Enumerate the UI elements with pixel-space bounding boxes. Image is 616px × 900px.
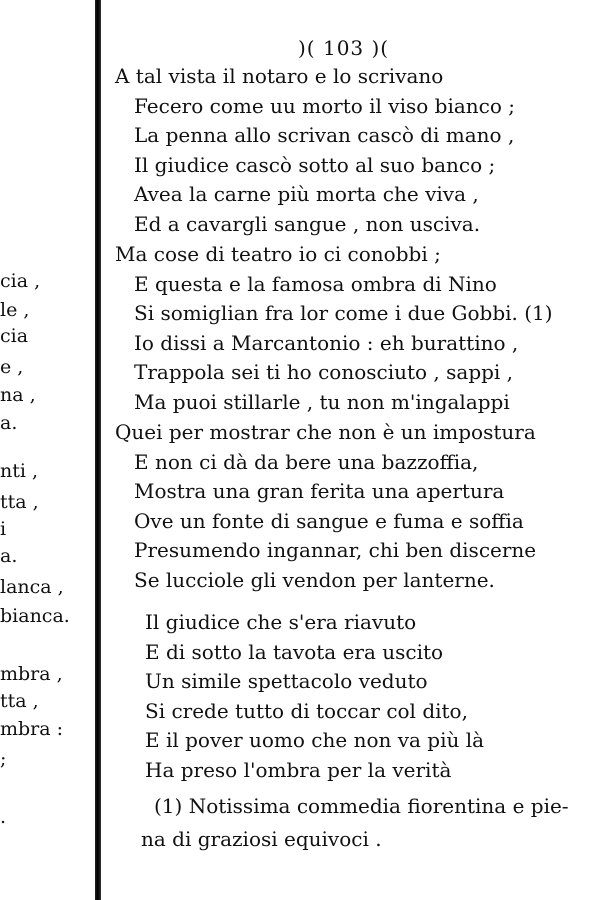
poem-line: Presumendo ingannar, chi ben discerne xyxy=(134,538,537,562)
left-page-text: ; xyxy=(0,748,7,770)
poem-line: Ed a cavargli sangue , non usciva. xyxy=(134,211,481,236)
right-page xyxy=(101,0,616,900)
left-page-text: mbra : xyxy=(0,718,64,740)
left-page-text: lanca , xyxy=(0,576,64,598)
left-page-text: le , xyxy=(0,299,30,321)
poem-line: Io dissi a Marcantonio : eh burattino , xyxy=(134,330,519,355)
left-page-text: a. xyxy=(0,412,18,434)
poem-line: Il giudice che s'era riavuto xyxy=(145,610,417,634)
left-page-fragment xyxy=(0,0,96,900)
left-page-text: bianca. xyxy=(0,605,70,627)
left-page-text: nti , xyxy=(0,460,39,482)
poem-line: Avea la carne più morta che viva , xyxy=(134,182,479,206)
poem-line: E il pover uomo che non va più là xyxy=(145,728,485,752)
poem-line: Quei per mostrar che non è un impostura xyxy=(115,420,536,444)
left-page-text: cia xyxy=(0,325,29,347)
poem-line: Ma puoi stillarle , tu non m'ingalappi xyxy=(134,389,510,414)
left-page-text: na , xyxy=(0,384,36,406)
footnote-line: (1) Notissima commedia fiorentina e pie- xyxy=(154,794,569,818)
poem-line: E di sotto la tavota era uscito xyxy=(145,639,444,664)
page-number: )( 103 )( xyxy=(298,36,390,60)
poem-line: Fecero come uu morto il viso bianco ; xyxy=(134,93,515,118)
footnote-line: na di graziosi equivoci . xyxy=(141,827,382,851)
poem-line: E non ci dà da bere una bazzoffia, xyxy=(134,449,479,474)
left-page-text: i xyxy=(0,518,7,540)
poem-line: La penna allo scrivan cascò di mano , xyxy=(134,123,515,147)
poem-line: Trappola sei ti ho conosciuto , sappi , xyxy=(134,360,514,384)
poem-line: Ove un fonte di sangue e fuma e soffia xyxy=(134,508,524,533)
poem-line: Si somiglian fra lor come i due Gobbi. (1) xyxy=(134,301,553,325)
left-page-text: cia , xyxy=(0,270,41,292)
left-page-text: . xyxy=(0,806,7,828)
poem-line: Se lucciole gli vendon per lanterne. xyxy=(134,567,495,592)
poem-line: Un simile spettacolo veduto xyxy=(145,669,428,693)
left-page-text: mbra , xyxy=(0,663,63,685)
poem-line: Ha preso l'ombra per la verità xyxy=(145,757,452,782)
poem-line: Il giudice cascò sotto al suo banco ; xyxy=(134,152,496,177)
left-page-text: e , xyxy=(0,356,24,378)
left-page-text: tta , xyxy=(0,690,39,712)
poem-line: A tal vista il notaro e lo scrivano xyxy=(115,64,444,88)
poem-line: Ma cose di teatro io ci conobbi ; xyxy=(115,242,441,266)
poem-line: Mostra una gran ferita una apertura xyxy=(134,479,505,503)
poem-line: E questa e la famosa ombra di Nino xyxy=(134,271,497,296)
poem-line: Si crede tutto di toccar col dito, xyxy=(145,698,468,723)
left-page-text: a. xyxy=(0,545,18,567)
left-page-text: tta , xyxy=(0,491,39,513)
